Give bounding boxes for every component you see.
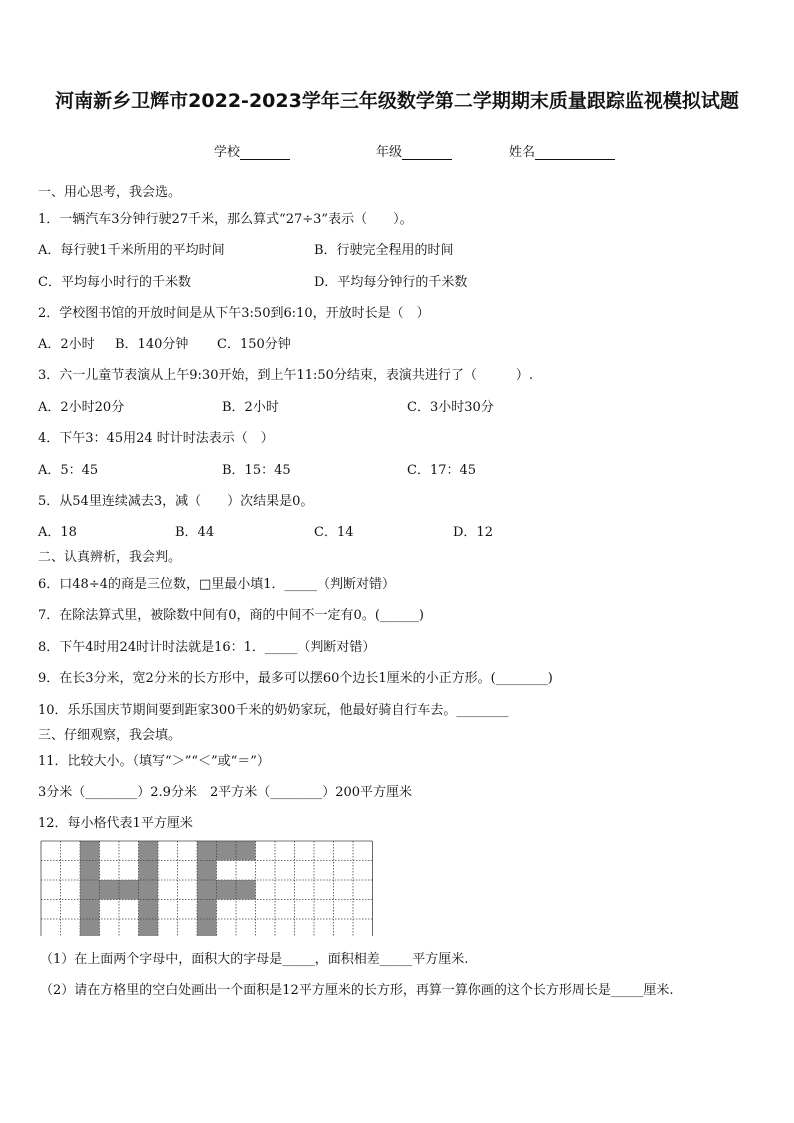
q5-option-c[interactable]: C．14	[314, 525, 354, 540]
question-12-part-2: （2）请在方格里的空白处画出一个面积是12平方厘米的长方形，再算一算你画的这个长方形周长是_____厘米.	[40, 983, 674, 998]
filled-cell	[139, 880, 159, 900]
q5-option-d[interactable]: D．12	[453, 525, 493, 540]
question-10: 10．乐乐国庆节期间要到距家300千米的奶奶家玩，他最好骑自行车去。________	[38, 703, 509, 718]
question-2: 2．学校图书馆的开放时间是从下午3:50到6:10，开放时长是（ ）	[38, 306, 430, 321]
filled-cell	[197, 841, 217, 861]
q5-option-a[interactable]: A．18	[38, 525, 77, 540]
q4-option-b[interactable]: B．15：45	[222, 463, 291, 478]
filled-cell	[139, 919, 159, 936]
square-grid[interactable]	[40, 840, 382, 940]
q3-option-c[interactable]: C．3小时30分	[407, 400, 494, 415]
filled-cell	[139, 900, 159, 920]
filled-cell	[139, 861, 159, 881]
filled-cell	[119, 880, 139, 900]
school-field	[214, 141, 290, 160]
question-9: 9．在长3分米，宽2分米的长方形中，最多可以摆60个边长1厘米的小正方形。(________)	[38, 671, 553, 686]
filled-cell	[80, 900, 100, 920]
school-label: 学校	[214, 145, 241, 160]
page-title: 河南新乡卫辉市2022-2023学年三年级数学第二学期期末质量跟踪监视模拟试题	[55, 90, 739, 112]
name-label: 姓名	[509, 145, 536, 160]
filled-cell	[197, 880, 217, 900]
section-2-heading: 二、认真辨析，我会判。	[38, 550, 182, 565]
q1-option-b[interactable]: B．行驶完全程用的时间	[314, 243, 454, 258]
question-11-compare: 3分米（________）2.9分米 2平方米（________）200平方厘米	[38, 785, 413, 800]
question-1: 1．一辆汽车3分钟行驶27千米，那么算式“27÷3”表示（ ）。	[38, 212, 413, 227]
question-8: 8．下午4时用24时计时法就是16：1．_____（判断对错）	[38, 640, 376, 655]
q2-option-c[interactable]: C．150分钟	[217, 337, 291, 352]
q4-option-c[interactable]: C．17：45	[407, 463, 477, 478]
name-field	[509, 141, 615, 160]
q2-option-a[interactable]: A．2小时	[38, 337, 95, 352]
grade-field	[376, 141, 452, 160]
filled-cell	[80, 919, 100, 936]
grade-label: 年级	[376, 145, 403, 160]
filled-cell	[236, 841, 256, 861]
question-7: 7．在除法算式里，被除数中间有0，商的中间不一定有0。(______)	[38, 608, 424, 623]
section-3-heading: 三、仔细观察，我会填。	[38, 728, 182, 743]
filled-cell	[80, 861, 100, 881]
question-4: 4．下午3：45用24 时计时法表示（ ）	[38, 431, 274, 446]
filled-cell	[197, 900, 217, 920]
q1-option-c[interactable]: C．平均每小时行的千米数	[38, 275, 191, 290]
question-11: 11．比较大小。（填写“＞”“＜”或“＝”）	[38, 754, 270, 769]
q5-option-b[interactable]: B．44	[175, 525, 215, 540]
q1-option-d[interactable]: D．平均每分钟行的千米数	[314, 275, 468, 290]
question-5: 5．从54里连续减去3，减（ ）次结果是0。	[38, 494, 314, 509]
section-1-heading: 一、用心思考，我会选。	[38, 185, 182, 200]
filled-cell	[80, 880, 100, 900]
q4-option-a[interactable]: A．5：45	[38, 463, 99, 478]
q3-option-a[interactable]: A．2小时20分	[38, 400, 125, 415]
filled-cell	[80, 841, 100, 861]
school-blank[interactable]	[240, 145, 290, 160]
filled-cell	[217, 841, 237, 861]
question-12-part-1: （1）在上面两个字母中，面积大的字母是_____，面积相差_____平方厘米.	[40, 952, 469, 967]
name-blank[interactable]	[535, 145, 615, 160]
filled-cell	[100, 880, 120, 900]
question-3: 3．六一儿童节表演从上午9:30开始，到上午11:50分结束，表演共进行了（ ）.	[38, 368, 534, 383]
q3-option-b[interactable]: B．2小时	[222, 400, 279, 415]
filled-cell	[197, 861, 217, 881]
grade-blank[interactable]	[402, 145, 452, 160]
q2-option-b[interactable]: B．140分钟	[115, 337, 189, 352]
filled-cell	[236, 880, 256, 900]
grid-svg	[40, 840, 382, 936]
question-12: 12．每小格代表1平方厘米	[38, 816, 193, 831]
q1-option-a[interactable]: A．每行驶1千米所用的平均时间	[38, 243, 225, 258]
filled-cell	[217, 880, 237, 900]
filled-cell	[139, 841, 159, 861]
filled-cell	[197, 919, 217, 936]
question-6: 6．口48÷4的商是三位数，□里最小填1．_____（判断对错）	[38, 577, 396, 592]
